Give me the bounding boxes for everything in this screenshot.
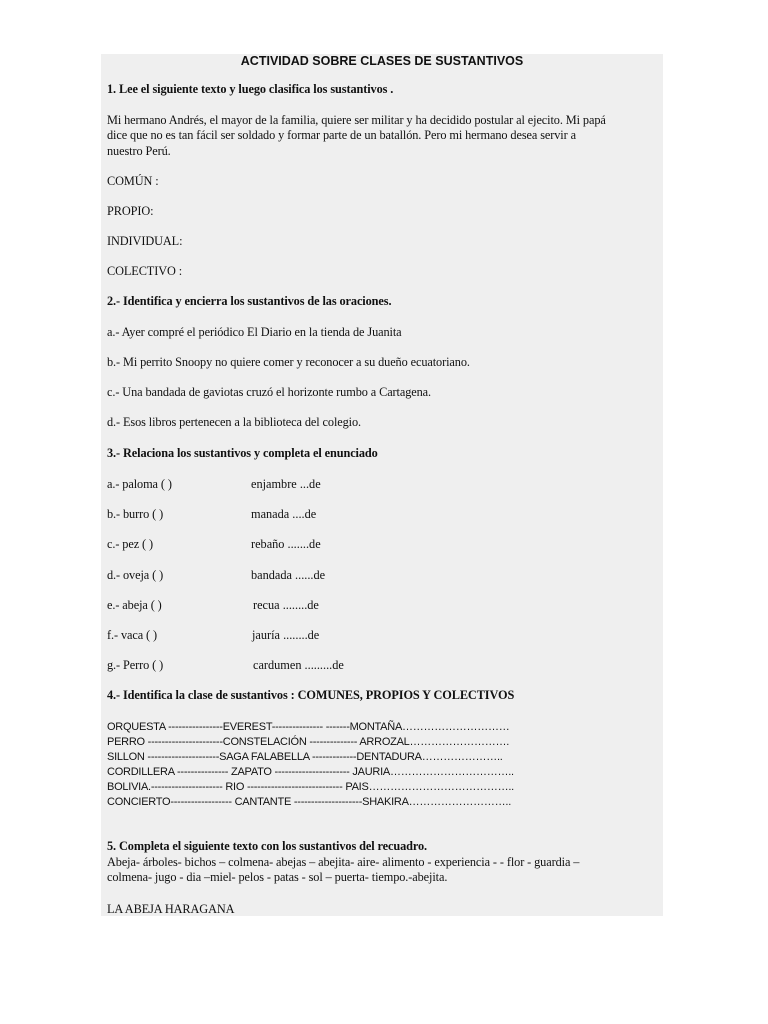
word-bank-line-2: colmena- jugo - dia –miel- pelos - patas - sol – puerta- tiempo.-abejita. [107, 870, 448, 884]
classify-row-6: CONCIERTO------------------ CANTANTE --------------------SHAKIRA……………………….. [107, 796, 512, 808]
classify-row-2: PERRO ----------------------CONSTELACIÓN -------------- ARROZAL………………………. [107, 736, 510, 748]
match-right-6: jauría ........de [252, 628, 320, 642]
match-left-g: g.- Perro ( ) [107, 658, 164, 672]
sentence-d: d.- Esos libros pertenecen a la biblioteca del colegio. [107, 415, 362, 429]
match-right-4: bandada ......de [251, 568, 326, 582]
classify-row-5: BOLIVIA.--------------------- RIO ---------------------------- PAIS………………………………….. [107, 781, 514, 793]
label-propio: PROPIO: [107, 204, 154, 218]
section-3-heading: 3.- Relaciona los sustantivos y completa el enunciado [107, 446, 378, 460]
story-title: LA ABEJA HARAGANA [107, 902, 235, 916]
match-left-b: b.- burro ( ) [107, 507, 164, 521]
page-title: ACTIVIDAD SOBRE CLASES DE SUSTANTIVOS [240, 54, 524, 68]
sentence-b: b.- Mi perrito Snoopy no quiere comer y reconocer a su dueño ecuatoriano. [107, 355, 470, 369]
section-1-paragraph-line-1: Mi hermano Andrés, el mayor de la familia, quiere ser militar y ha decidido postular al ejecito. Mi papá [107, 113, 606, 127]
match-left-d: d.- oveja ( ) [107, 568, 164, 582]
section-2-heading: 2.- Identifica y encierra los sustantivos de las oraciones. [107, 294, 392, 308]
sentence-c: c.- Una bandada de gaviotas cruzó el horizonte rumbo a Cartagena. [107, 385, 432, 399]
section-1-heading: 1. Lee el siguiente texto y luego clasifica los sustantivos . [107, 82, 394, 96]
match-left-c: c.- pez ( ) [107, 537, 154, 551]
label-individual: INDIVIDUAL: [107, 234, 183, 248]
label-comun: COMÚN : [107, 174, 159, 188]
match-right-1: enjambre ...de [251, 477, 321, 491]
section-1-paragraph-line-3: nuestro Perú. [107, 144, 171, 158]
match-right-7: cardumen .........de [253, 658, 344, 672]
match-left-f: f.- vaca ( ) [107, 628, 157, 642]
match-right-2: manada ....de [251, 507, 317, 521]
match-right-3: rebaño .......de [251, 537, 321, 551]
match-left-e: e.- abeja ( ) [107, 598, 162, 612]
section-4-heading: 4.- Identifica la clase de sustantivos : COMUNES, PROPIOS Y COLECTIVOS [107, 688, 515, 702]
section-5-heading: 5. Completa el siguiente texto con los sustantivos del recuadro. [107, 839, 428, 853]
label-colectivo: COLECTIVO : [107, 264, 183, 278]
classify-row-4: CORDILLERA --------------- ZAPATO ---------------------- JAURIA…………………………….. [107, 766, 514, 778]
match-left-a: a.- paloma ( ) [107, 477, 172, 491]
match-right-5: recua ........de [253, 598, 319, 612]
section-1-paragraph-line-2: dice que no es tan fácil ser soldado y formar parte de un batallón. Pero mi hermano desea servir a [107, 128, 576, 142]
word-bank-line-1: Abeja- árboles- bichos – colmena- abejas – abejita- aire- alimento - experiencia - - flor - guardia – [107, 855, 580, 869]
sentence-a: a.- Ayer compré el periódico El Diario en la tienda de Juanita [107, 325, 402, 339]
classify-row-1: ORQUESTA ----------------EVEREST--------------- -------MONTAÑA………………………… [107, 721, 510, 733]
classify-row-3: SILLON ---------------------SAGA FALABELLA -------------DENTADURA………………….. [107, 751, 503, 763]
worksheet-page [101, 54, 663, 916]
